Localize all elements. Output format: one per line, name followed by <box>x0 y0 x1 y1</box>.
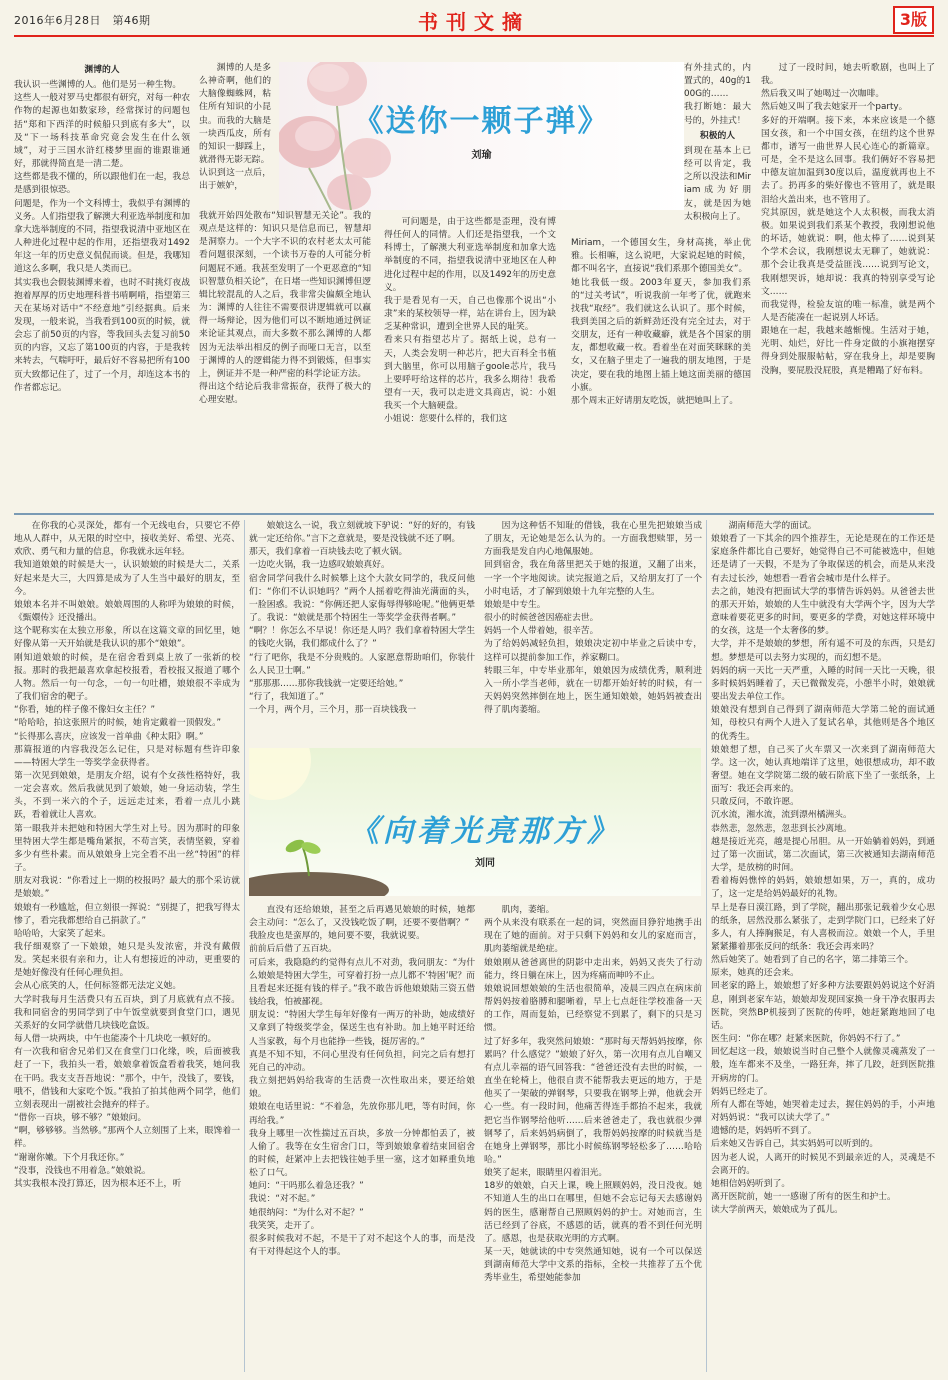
article1-column-2: 渊博的人是多么神奇啊，他们的大脑像蜘蛛网，粘住所有知识的小昆虫。而我的大脑是一块西瓜皮，所有的知识一脚踩上，就滑得无影无踪。 认识到这一点后，出于嫉妒， <box>199 63 271 192</box>
article1-author: 刘瑜 <box>471 150 492 161</box>
article2-author: 刘同 <box>475 858 495 869</box>
article1-title: 《送你一颗子弹》 <box>353 104 610 139</box>
article2-column-3b: 肌肉，萎缩。 两个从来没有联系在一起的词，突然面目狰狞地携手出现在了她的面前。对于只剩下妈妈和女儿的家庭而言，肌肉萎缩就是绝症。 娘娘刚从爸爸离世的阴影中走出来，妈妈又丧失了行动能力，终日躺在床上，因为疼痛而呻吟不止。 娘娘说回想娘娘的生活也很简单，凌晨三四点在病床前帮妈妈按着胳膊和腿晰着，早上七点赶往学校准备一天的工作，周而复始，已经察觉不到累了，剩下的只是习惯。 过了好多年，我突然问娘娘：“那时每天帮妈妈按摩，你累吗？什么感觉？”娘娘了好久，第一次用有点儿自嘲又有点儿幸福的语气回答我：“爸爸还没有去世的时候，一直坐在轮椅上，他很自责不能帮我去更远的地方，于是他买了一架破的弹钢琴，只要我在钢琴上弹，他就会开心一些。有一段时间，他痛苦得连手都抬不起来，我就把它当作钢琴给他听……后来爸爸走了，我也就很少弹钢琴了，后来妈妈病倒了，我帮妈妈按摩的时候就当是在她身上弹钢琴，那比小时候练钢琴轻松多了……哈哈哈。” 娘笑了起来，眼睛里闪着泪光。 18岁的娘娘，白天上课，晚上照顾妈妈，没日没夜。她不知道人生的出口在哪里，但她不会忘记每天去感谢妈妈的医生，感谢帮自己照顾妈妈的护士。对她而言，生活已经到了谷底，不感恩的话，就真的看不到任何光明了。感恩，也是获取光明的方式啊。 某一天，她就读的中专突然通知她，说有一个可以保送到湖南师范大学中文系的指标，全校一共推荐了五个优秀毕业生，希望她能参加 <box>484 905 702 1284</box>
article2-column-3: 因为这种恬不知耻的借钱，我在心里先把娘娘当成了朋友，无论她是怎么认为的。一方面我想赎罪，另一方面我是发自内心地佩服她。 回到宿舍，我在角落里把关于她的报道，又翻了出来，一字一个字地阅读。读完报道之后，又给朋友打了一个小时电话，才了解到娘娘十九年完整的人生。 娘娘是中专生。 很小的时候爸爸因癌症去世。 妈妈一个人带着她，很辛苦。 为了给妈妈减轻负担，娘娘决定初中毕业之后读中专，这样可以提前参加工作，养家糊口。 转眼三年，中专毕业那年，娘娘因为成绩优秀，顺利进入一所小学当老师，就在一切都开始好转的时候，有一天妈妈突然摔倒在地上，医生通知娘娘，她妈妈被查出得了肌肉萎缩。 <box>484 521 702 716</box>
article2-column-2: 娘娘这么一说，我立刻就坡下驴说：“好的好的，有钱就一定还给你。”言下之意就是，要是没钱就不还了啊。 那天，我们拿着一百块钱去吃了顿火锅。 一边吃火锅，我一边感叹娘娘真好。 宿舍同学问我什么时候攀上这个大款女同学的，我反问他们：“你们不认识她吗？”两个人摇着吃得油光满面的头，一脸困惑。我说：“你俩还把人家侮辱得够呛呢。”他俩更晕了。我说：“娘就是那个特困生一等奖学金获得者啊。” “啊？！你怎么不早说！你还是人吗？我们拿着特困大学生的钱吃火锅，我们都成什么了？” “行了吧你，我是不分贵贱的。人家愿意帮助咱们，你装什么人民卫士啊。” “那那那……那你我钱就一定要还给她。” “行了，我知道了。” 一个月，两个月，三个月，那一百块钱我一 <box>249 521 475 716</box>
article2-column-1: 在你我的心灵深处，都有一个无线电台，只要它不停地从人群中，从无限的时空中，接收美好、希望、光亮、欢欣、勇气和力量的信息，你我就永远年轻。 我知道娘娘的时候是大一，认识娘娘的时候是大二，关系好起来是大三，大四算是成为了人生当中最好的朋友，至今。 娘娘本名并不叫娘娘。娘娘周围的人称呼为娘娘的时候，《甄嬛传》还没播出。 这个昵称实在太独立形象，所以在这篇文章的回忆里，她好像从第一天开始就是我认识的那个“娘娘”。 刚知道娘娘的时候，是在宿舍看到桌上放了一张新的校报。那时的我把最喜欢拿起校报看，看校报又报道了哪个人物。然后一句一句念，一句一句吐槽，娘娘很不幸成为了我们宿舍的靶子。 “你看，她的样子像不像妇女主任？” “哈哈哈，拍这张照片的时候，她肯定戴着一顶假发。” “长得那么喜庆，应该发一首单曲《种太阳》啊。” 那篇报道的内容我没怎么记住，只是对标题有些许印象——特困大学生一等奖学金获得者。 第一次见到娘娘，是朋友介绍，说有个女孩性格特好，我一定会喜欢。然后我就见到了娘娘，她一身运动装，学生头，不到一米六的个子，远远走过来，看着一点儿小跳跃，看着就让人喜欢。 第一眼我并未把她和特困大学生对上号。因为那时的印象里特困大学生都是嘴角紧抿，不苟言笑，表情坚毅，穿着多少有些朴素。而从娘娘身上完全看不出一丝“特困”的样子。 朋友对我说：“你看过上一期的校报吗？最大的那个采访就是娘娘。” 娘娘有一秒尴尬，但立刻很一挥说：“别提了，把我写得太惨了，看完我都想给自己捐款了。” 哈哈哈，大家笑了起来。 我仔细观察了一下娘娘，她只是头发浓密，并没有戴假发。笑起来很有亲和力，让人有想接近的冲动，更重要的是她好像没有任何心理负担。 会从心底笑的人，任何标签都无法定义她。 大学时我每月生活费只有五百块，到了月底就有点不接。我和同宿舍的男同学到了中午饭堂就要到食堂门口，遇见关系好的女同学就借几块钱吃盒饭。 每人借一块两块，中午也能凑个十几块吃一顿好的。 有一次我和宿舍兄弟们又在食堂门口化缘，唉，后面被我赶了一下，我拍头一看，娘娘拿着饭盒看着我笑，她问我在干吗。我支支吾吾地说：“那个，中午，没钱了，要钱，哦不，借钱和大家吃个饭。”我拍了拍其他两个同学，他们立刻表现出一副被社会抛弃的样子。 “借你一百块，够不够？”娘娘问。 “啊，够够够。当然够。”那两个人立刻围了上来，眼馋着一样。 “谢谢你嫩。下个月我还你。” “没事，没钱也不用着急。”娘娘说。 其实我根本没打算还，因为根本还不上，听 <box>14 521 240 1189</box>
article2-title: 《向着光亮那方》 <box>349 814 621 849</box>
section-divider <box>14 513 934 515</box>
column-divider <box>706 520 707 1372</box>
article1-column-2b: 我就开始四处散布“知识智慧无关论”。我的观点是这样的：知识只是信息而已，智慧却是洞察力。一个大字不识的农村老太太可能看问题很深刻，一个读书万卷的人可能分析问题屁不通。我甚至发明了一个更恶意的“知识智慧负相关论”，在日堵一些知识渊博但逻辑比较混乱的人之后，我非常尖偏颇全地认为：渊博的人往往不需要很讲逻辑就可以赢得一场辩论，因为他们可以不断地通过例证来论证其观点，而大多数不那么渊博的人都因为无法举出相反的例子而哑口无言，以至于渊博的人的逻辑能力得不到锻炼，但事实上，例证并不是一种严密的科学论证方法。 得出这个结论后我非常振奋，获得了极大的心理安慰。 <box>199 211 371 406</box>
article1-column-1: 渊博的人 我认识一些渊博的人。他们是另一种生物。 这些人一般对罗马史都很有研究，对每一种农作物的起源也如数家珍，经常探讨的问题包括“郑和下西洋的时候船只到底有多大”，以及“下一场科技革命究竟会发生在什么领域”，对于三国水浒红楼梦里面的谁跟谁通好，那就得简直是一清二楚。 这些都是我不懂的，所以跟他们在一起，我总是感到很惊恐。 问题是，作为一个文科博士，我似乎有渊博的义务。人们指望我了解澳大利亚选举制度和加拿大选举制度的不同，指望我说清中亚地区在人种进化过程中起的作用，还指望我对1492年这一年的历史意义侃侃而谈。但是，我哪知道这么多啊，我只是人类而已。 其实我也会假装渊博来着，也时不时挑灯夜战抱着厚厚的历史地理科普书啃啊啃，指望第三天在某场对话中“不经意地”引经据典。后来发现，一般来说，当我看到100页的时候，就会忘了前50页的内容，等我回头去复习前50页的内容，又忘了第100页的内容，于是我转来转去，气喘吁吁，最后好不容易把所有100页大致都记住了，过了一个月，却连这本书的作者都忘记。 <box>14 65 190 393</box>
article1-column-3: 可问题是，由于这些都是歪理，没有博得任何人的同情。人们还是指望我，一个文科博士，了解澳大利亚选举制度和加拿大选举制度的不同，指望我说清中亚地区在人种进化过程中起的作用，以及1492年的历史意义。 我于是看见有一天，自己也像那个说出“小隶”来的某校领导一样，站在讲台上，因为缺乏某种常识，遭到全世界人民的耻笑。 看来只有指望芯片了。据纸上说，总有一天，人类会发明一种芯片，把大百科全书植到大脑里，你可以用脑子goole芯片，我马上要呼吁给这样的芯片，我多么期待！我希望有一天，我可以走进文具商店，说：小姐我买一个大脑硬盘。 小姐说：您要什么样的，我们这 <box>384 217 556 425</box>
masthead <box>0 0 948 40</box>
article1-column-5: 过了一段时间，她去听歌剧，也叫上了我。 然后我又叫了她喝过一次咖啡。 然后她又叫了我去她家开一个party。 多好的开端啊。接下来，本来应该是一个德国女孩，和一个中国女孩，在纽约这个世界都市，谱写一曲世界人民心连心的新篇章。可是，全不是这么回事。我们俩好不容易把中德友谊加温到30度以后，温度就再也上不去了。扔再多的柴好像也不管用了，就是眼泪给火盖出来，也不管用了。 究其原因，就是她这个人太积极，而我太消极。如果说到我们系某个教授，我刚想说他的坏话，她就说：啊，他太棒了……说到某个学术会议，我刚想说太无聊了，她就说：那个会让我真是受益匪浅……说到写论文，我刚想哭诉，她却说：我真的特别享受写论文…… 而我觉得，检验友谊的唯一标准，就是两个人是否能凑在一起说别人坏话。 跟她在一起，我越来越惭愧。生活对于她，光明、灿烂，好比一件身定做的小旗袍摆穿得身到处服服帖帖，穿在我身上，却是要胸没胸，要屁股没屁股，真是糟蹋了好布料。 <box>761 63 935 376</box>
article2-column-4: 湖南师范大学的面试。 娘娘看了一下其余的四个推荐生，无论是现在的工作还是家庭条件都比自己要好，她觉得自己不可能被选中，但她还是请了一天假，不是为了争取保送的机会，而是从来没有去过长沙，她想看一看省会城市是什么样子。 去之前，她没有把面试大学的事情告诉妈妈。从爸爸去世的那天开始，娘娘的人生中就没有大学两个字，因为大学意味着要花更多的时间，要更多的学费，对她这样环境中的女孩，这是一个太奢侈的梦。 大学，并不是娘娘的梦想，所有遥不可及的东西，只是幻想。梦想是可以去努力实现的，而幻想不是。 妈妈的病一天比一天严重，入睡的时间一天比一天晚，很多时候妈妈睡着了，天已微微发亮，小憩半小时，娘娘就要出发去单位工作。 娘娘没有想到自己得到了湖南师范大学第二轮的面试通知，母校只有两个人进入了复试名单，其他则是各个地区的优秀生。 娘娘想了想，自己买了火车票又一次来到了湖南师范大学。这一次，她认真地端详了这里，她很想成功，却不敢奢望。她在文学院第二级的破石阶底下坐了一张纸条，上面写：我还会再来的。 只敢反问，不敢许愿。 沉水流，湘水流，流到漂州橘洲头。 恭然悲，忽然悲，忽悲到长沙离地。 越是接近光亮，越是提心吊胆。从一开始躺着妈妈，到通过了第一次面试，第二次面试，第三次被通知去湖南师范大学，是放榜的时间。 看着梅妈憔悴的妈妈，娘娘想如果，万一，真的，成功了，这一定是给妈妈最好的礼物。 早上是春日漠江路，到了学院，翻出那张记载着少女心思的纸条，居然没那么紧张了，走到学院门口，已经来了好多人，有人捧胸猴足，有人喜极而泣。娘娘一个人，手里紧紧攥着那张反问的纸条：我还会再来吗？ 然后她笑了。她看到了自己的名字，第二排第三个。 原来，她真的还会来。 回老家的路上，娘娘想了好多种方法要跟妈妈说这个好消息，刚到老家车站，娘娘却发现回家换一身干净衣服再去医院，突然BP机接到了医院的传呼，她赶紧跑地回了电话。 医生问：“你在哪？赶紧来医院，你妈妈不行了。” 回忆起这一段，娘娘说当时自己整个人就像灵魂蒸发了一般，连车都来不及坐，一路狂奔，摔了几跤，赶到医院推开病房的门。 妈妈已经走了。 所有人都在等她，她哭着走过去，握住妈妈的手，小声地对妈妈说：“我可以读大学了。” 遗憾的是，妈妈听不到了。 后来她又告诉自己，其实妈妈可以听到的。 因为老人说，人离开的时候见不到最亲近的人，灵魂是不会离开的。 她相信妈妈听到了。 离开医院前，她一一感谢了所有的医生和护士。 读大学前两天，娘娘成为了孤儿。 <box>711 521 935 1216</box>
issue-date: 2016年6月28日 第46期 <box>14 14 151 27</box>
column-divider <box>244 520 245 1372</box>
article2-banner <box>249 748 701 896</box>
masthead-rule <box>14 35 934 37</box>
article2-column-2b: 直没有还给娘娘，甚至之后再遇见娘娘的时候，她都会主动问：“怎么了，又没钱吃饭了啊，还要不要借啊？” 我脸皮也是蛮厚的，她问要不要，我就说要。 前前后后借了五百块。 可后来，我隐隐约约觉得有点儿不对劲，我问朋友：“为什么娘娘是特困大学生，可穿着打扮一点儿都不‘特困’呢？而且看起来还挺有钱的样子。”我不敢告诉他娘娘陆三资五借钱给我，怕被鄙视。 朋友说：“特困大学生每年好像有一两万的补助，她成绩好又拿到了特级奖学金，保送生也有补助。加上她平时还给人当家教，每个月也能挣一些钱，挺厉害的。” 真是不知不知，不问心里没有任何负担，问完之后有想打死自己的冲动。 我立刻把妈妈给我寄的生活费一次性取出来，要还给娘娘。 娘娘在电话里说：“不着急，先放你那儿吧，等有时间，你再给我。” 我身上哪里一次性揣过五百块，多放一分钟都怕丢了，被人偷了。我等在女生宿舍门口，等到娘娘拿着结束回宿舍的时候，赶紧冲上去把钱往她手里一塞，这才如释重负地松了口气。 她问：“干吗那么着急还我？” 我说：“对不起。” 她很纳闷：“为什么对不起？” 我笑笑，走开了。 很多时候我对不起，不是干了对不起这个人的事，而是没有干对得起这个人的事。 <box>249 905 475 1258</box>
article1-column-4: 有外挂式的，内置式的，40g的100G的…… 我打断她：最大号的，外挂式！ 积极的人 到现在基本上已经可以肯定，我之所以没法和Miriam成为好朋友，就是因为她太积极向上了。 Miriam，一个德国女生，身材高挑，举止优雅。长相嘛，这么说吧，大家说起她的时候，都不叫名字，直接说“我们系那个德国美女”。 她比我低一级。2003年夏天，参加我们系的“过关考试”，听说我前一年考了优，就跑来找我“取经”。我们就这么认识了。那个时候，我到美国之后的新鲜劲还没有完全过去，对于交朋友，还有一种收藏癖，就是各个国家的朋友，都想收藏一枚。看着坐在对面笑眯眯的美女，又在脑子里走了一遍我的朋友地图，于是决定，要在我的地图上插上她这面美丽的德国小旗。 那个周末正好请朋友吃饭，就把她叫上了。 <box>571 63 751 406</box>
newspaper-title: 书刊文摘 <box>418 10 530 34</box>
page-number: 3版 <box>893 6 934 34</box>
